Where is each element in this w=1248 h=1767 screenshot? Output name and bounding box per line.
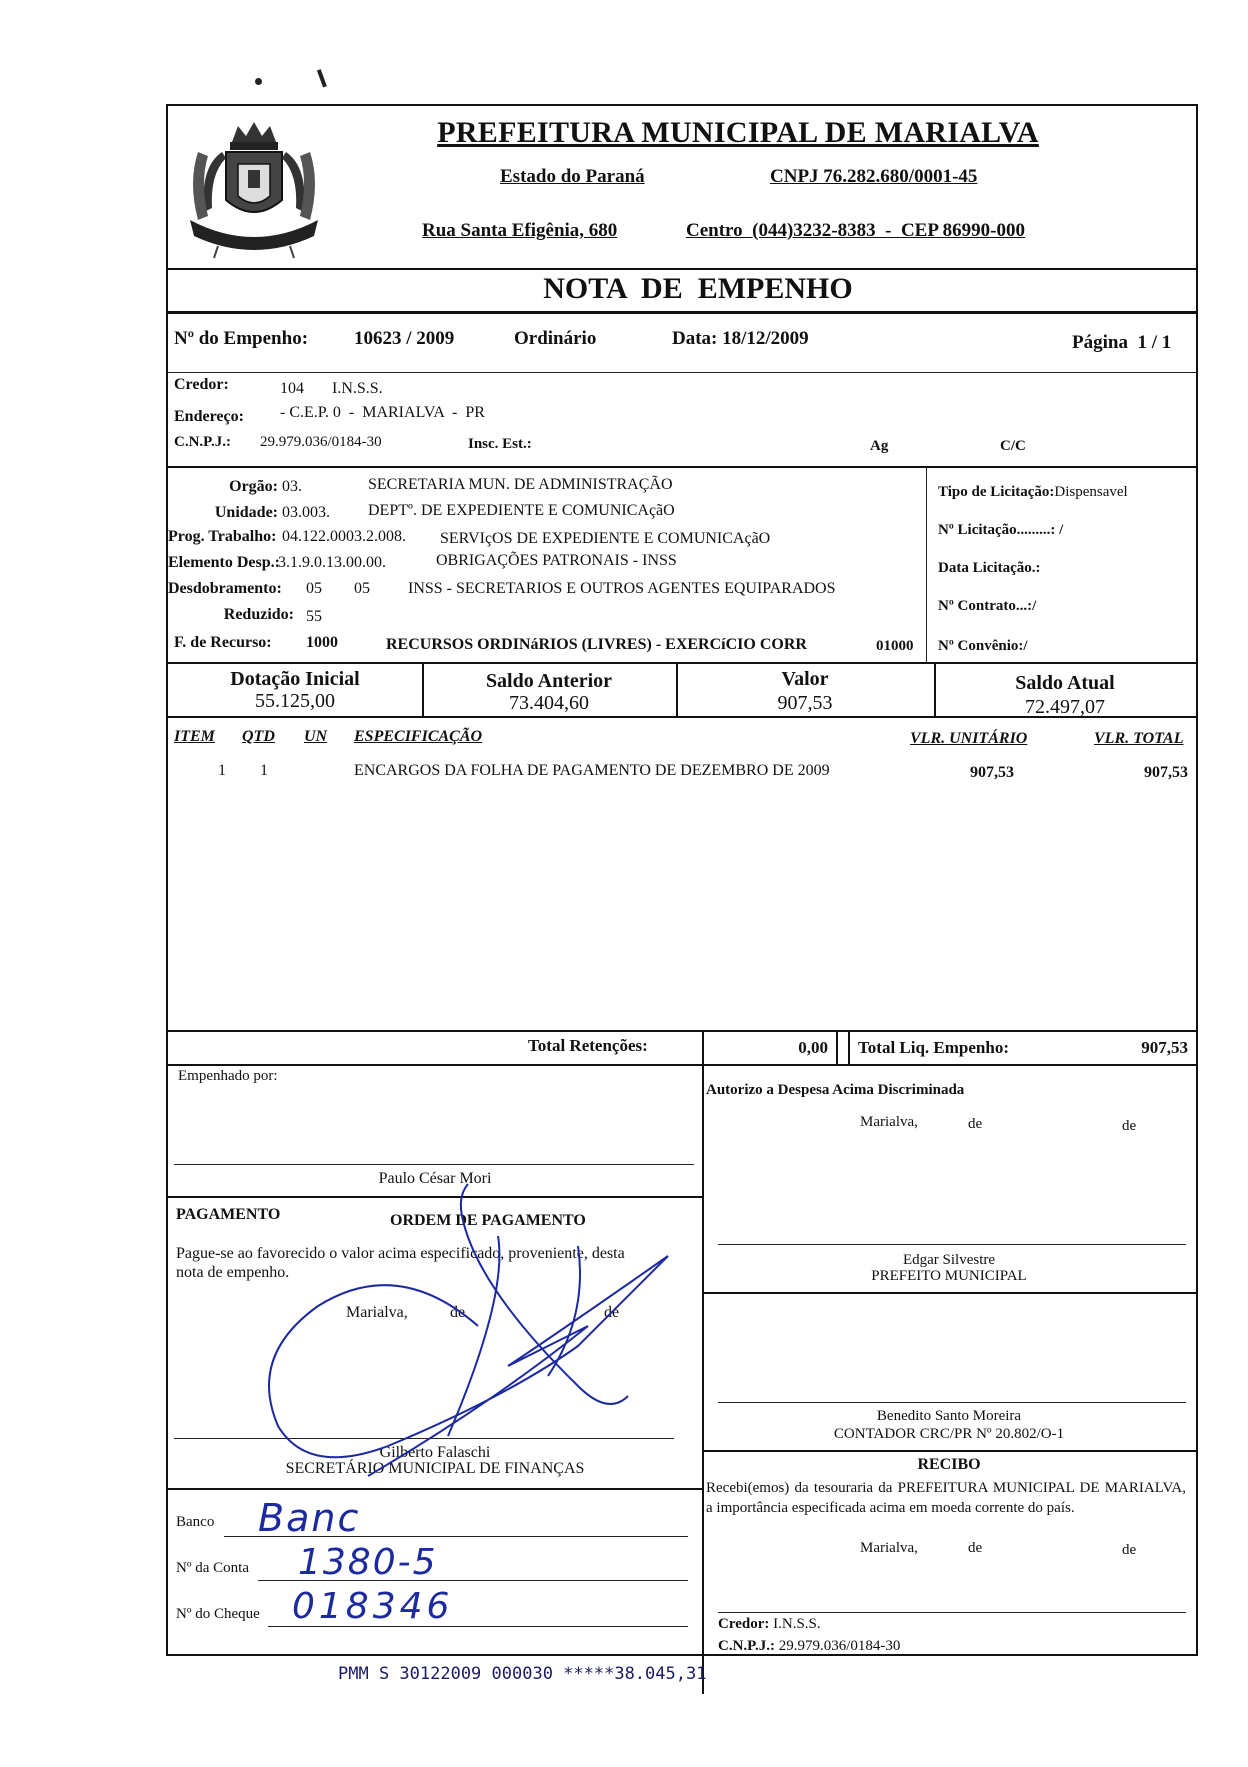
- total-liquido-label: Total Liq. Empenho:: [858, 1038, 1009, 1057]
- credor-address: - C.E.P. 0 - MARIALVA - PR: [280, 404, 485, 421]
- pagamento-date-city: Marialva,: [346, 1304, 408, 1321]
- numero-licitacao: Nº Licitação.........: /: [938, 522, 1064, 538]
- dotacao-inicial-value: 55.125,00: [255, 690, 335, 712]
- state-label: Estado do Paraná: [500, 166, 645, 187]
- secretario-name: Gilberto Falaschi: [379, 1444, 491, 1461]
- empenhado-por-name: Paulo César Mori: [378, 1170, 492, 1187]
- contador-title: CONTADOR CRC/PR Nº 20.802/O-1: [833, 1426, 1065, 1442]
- empenho-date: Data: 18/12/2009: [672, 328, 809, 349]
- unidade-name: DEPTº. DE EXPEDIENTE E COMUNICAçãO: [368, 502, 675, 519]
- col-header-vlr-unitario: VLR. UNITÁRIO: [910, 730, 1028, 747]
- contador-name: Benedito Santo Moreira: [876, 1408, 1022, 1424]
- tipo-licitacao: [938, 484, 1128, 501]
- recibo-date-de-1: de: [968, 1540, 983, 1556]
- ordem-de-pagamento: ORDEM DE PAGAMENTO: [390, 1212, 586, 1229]
- total-retencoes-label: Total Retenções:: [528, 1036, 648, 1055]
- prefeito-title: PREFEITO MUNICIPAL: [871, 1268, 1027, 1284]
- total-retencoes-value: 0,00: [798, 1038, 828, 1057]
- pagamento-label: PAGAMENTO: [176, 1206, 281, 1223]
- autorizo-date-de-1: de: [968, 1116, 983, 1132]
- banco-value: Banc: [258, 1496, 361, 1540]
- tipo-licitacao-label: Tipo de Licitação:: [938, 484, 1055, 500]
- numero-convenio: Nº Convênio:/: [938, 638, 1028, 654]
- item-specification: ENCARGOS DA FOLHA DE PAGAMENTO DE DEZEMBRO DE 2009: [354, 762, 830, 779]
- pagamento-date-de-2: de: [604, 1304, 620, 1321]
- col-header-qtd: QTD: [242, 728, 275, 745]
- dotacao-inicial-label: Dotação Inicial: [230, 668, 360, 690]
- unidade-label: Unidade:: [214, 504, 278, 521]
- desdobramento-label: Desdobramento:: [168, 580, 282, 597]
- empenhado-por-label: Empenhado por:: [178, 1068, 278, 1084]
- item-number: 1: [218, 762, 226, 779]
- agency-label: Ag: [870, 438, 889, 454]
- prog-label: Prog. Trabalho:: [168, 528, 277, 545]
- nota-de-empenho-form: [166, 104, 1198, 1656]
- document-title: NOTA DE EMPENHO: [543, 272, 853, 305]
- scan-mark: [255, 78, 262, 85]
- table-row: [168, 762, 1196, 786]
- handwritten-signature: [248, 1176, 768, 1496]
- scan-mark: [313, 69, 327, 89]
- autorizo-date-de-2: de: [1122, 1118, 1137, 1134]
- cheque-label: Nº do Cheque: [176, 1606, 260, 1622]
- banco-label: Banco: [176, 1514, 215, 1530]
- recibo-text: Recebi(emos) da tesouraria da PREFEITURA MUNICIPAL DE MARIALVA, a importância especificada acima em moeda corrente do país.: [706, 1480, 1186, 1516]
- recibo-date-de-2: de: [1122, 1542, 1137, 1558]
- empenho-number: 10623 / 2009: [354, 328, 455, 349]
- empenho-number-label: Nº do Empenho:: [174, 328, 309, 349]
- saldo-atual-label: Saldo Atual: [1015, 672, 1115, 694]
- orgao-name: SECRETARIA MUN. DE ADMINISTRAÇÃO: [368, 476, 673, 493]
- conta-label: Nº da Conta: [176, 1560, 249, 1576]
- prog-name: SERVIçOS DE EXPEDIENTE E COMUNICAçãO: [440, 530, 771, 547]
- autorizo-date-city: Marialva,: [860, 1114, 918, 1130]
- tipo-licitacao-value: Dispensavel: [1054, 484, 1128, 500]
- desdobramento-name: INSS - SECRETARIOS E OUTROS AGENTES EQUIPARADOS: [408, 580, 836, 597]
- conta-value: 1380-5: [298, 1542, 438, 1583]
- municipality-title: PREFEITURA MUNICIPAL DE MARIALVA: [437, 116, 1039, 149]
- orgao-label: Orgão:: [229, 478, 278, 495]
- account-label: C/C: [1000, 438, 1026, 454]
- valor-label: Valor: [781, 668, 829, 690]
- credor-name: I.N.S.S.: [332, 380, 383, 397]
- recibo-date-city: Marialva,: [860, 1540, 918, 1556]
- desdobramento-code-1: 05: [306, 580, 322, 597]
- cnpj-label: CNPJ 76.282.680/0001-45: [770, 166, 978, 187]
- valor-value: 907,53: [777, 692, 833, 714]
- footer-print-stamp: PMM S 30122009 000030 *****38.045,31: [338, 1664, 707, 1684]
- item-total-value: 907,53: [1144, 764, 1188, 781]
- recurso-code-2: 01000: [876, 638, 914, 654]
- item-qtd: 1: [260, 762, 268, 779]
- recibo-title: RECIBO: [917, 1456, 981, 1473]
- unidade-code: 03.003.: [282, 504, 330, 521]
- cnpj-field-label: C.N.P.J.:: [174, 434, 231, 450]
- pagamento-text: Pague-se ao favorecido o valor acima especificado, proveniente, desta nota de empenho.: [176, 1245, 625, 1281]
- credor-cnpj: 29.979.036/0184-30: [260, 434, 382, 450]
- recibo-cnpj: [718, 1638, 900, 1655]
- prefeito-name: Edgar Silvestre: [902, 1252, 996, 1268]
- elemento-label: Elemento Desp.:: [168, 554, 280, 571]
- col-header-item: ITEM: [174, 728, 215, 745]
- street-address: Rua Santa Efigênia, 680: [422, 220, 618, 241]
- credor-label: Credor:: [174, 376, 229, 393]
- total-liquido-value: 907,53: [1141, 1038, 1188, 1057]
- saldo-anterior-value: 73.404,60: [509, 692, 589, 714]
- item-unit-value: 907,53: [970, 764, 1014, 781]
- recibo-credor: [718, 1616, 821, 1633]
- empenho-type: Ordinário: [514, 328, 597, 349]
- district-phone-cep: Centro (044)3232-8383 - CEP 86990-000: [686, 220, 1025, 241]
- cheque-value: 018346: [292, 1586, 454, 1627]
- saldo-anterior-label: Saldo Anterior: [485, 670, 613, 692]
- numero-contrato: Nº Contrato...:/: [938, 598, 1037, 614]
- secretario-title: SECRETÁRIO MUNICIPAL DE FINANÇAS: [285, 1460, 585, 1477]
- pagamento-date-de-1: de: [450, 1304, 466, 1321]
- recurso-name: RECURSOS ORDINáRIOS (LIVRES) - EXERCíCIO CORR: [386, 636, 807, 653]
- col-header-vlr-total: VLR. TOTAL: [1094, 730, 1184, 747]
- elemento-name: OBRIGAÇÕES PATRONAIS - INSS: [436, 552, 677, 569]
- col-header-especificacao: ESPECIFICAÇÃO: [354, 728, 483, 745]
- elemento-code: 3.1.9.0.13.00.00.: [278, 554, 386, 571]
- saldo-atual-value: 72.497,07: [1025, 696, 1105, 718]
- insc-est-label: Insc. Est.:: [468, 436, 532, 452]
- recibo-cnpj-label: C.N.P.J.:: [718, 1638, 775, 1654]
- autorizo-label: Autorizo a Despesa Acima Discriminada: [706, 1082, 965, 1098]
- prog-code: 04.122.0003.2.008.: [282, 528, 406, 545]
- credor-code: 104: [280, 380, 304, 397]
- page-number: Página 1 / 1: [1072, 332, 1172, 353]
- recibo-credor-label: Credor:: [718, 1616, 770, 1632]
- recibo-cnpj-value: 29.979.036/0184-30: [778, 1638, 901, 1654]
- coat-of-arms-icon: [182, 112, 326, 262]
- data-licitacao: Data Licitação.:: [938, 560, 1041, 576]
- recurso-label: F. de Recurso:: [174, 634, 272, 651]
- recibo-credor-value: I.N.S.S.: [773, 1616, 821, 1632]
- col-header-un: UN: [304, 728, 328, 745]
- reduzido-value: 55: [306, 608, 322, 625]
- reduzido-label: Reduzido:: [223, 606, 294, 623]
- address-label: Endereço:: [174, 408, 244, 425]
- recurso-code: 1000: [306, 634, 338, 651]
- orgao-code: 03.: [282, 478, 302, 495]
- desdobramento-code-2: 05: [354, 580, 370, 597]
